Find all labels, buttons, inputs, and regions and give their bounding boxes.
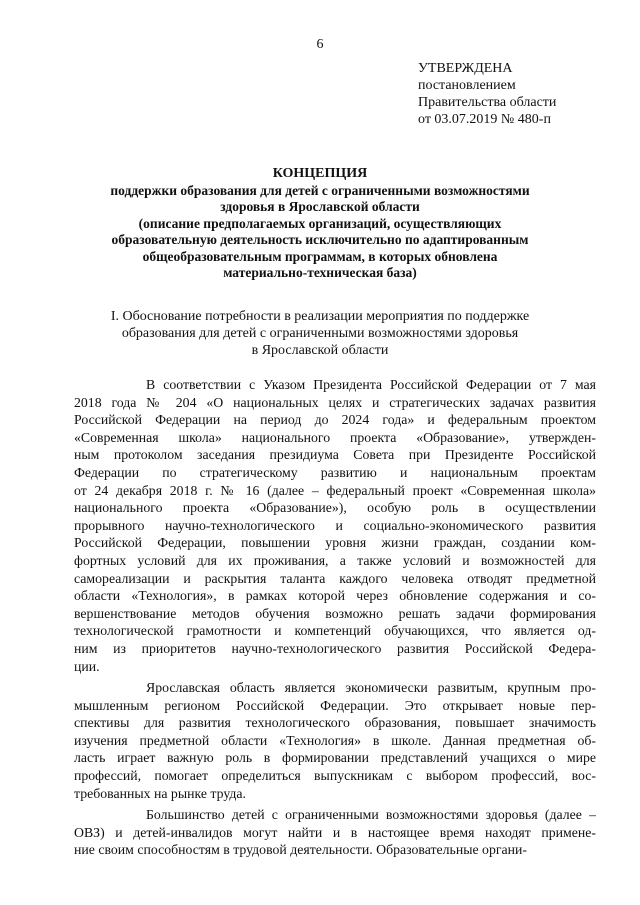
paragraph-line: технологической грамотности и компетенций обучающихся, что является од-	[74, 623, 596, 639]
paragraph-line: национального проекта «Образование»), особую роль в осуществлении	[74, 500, 596, 516]
approval-line: УТВЕРЖДЕНА	[418, 61, 513, 76]
paragraph-line: ОВЗ) и детей-инвалидов могут найти и в настоящее время находят примене-	[74, 824, 596, 840]
concept-subtitle-line: общеобразовательным программам, в которых обновлена	[142, 248, 498, 264]
concept-subtitle-line: (описание предполагаемых организаций, осуществляющих	[138, 215, 502, 231]
body-paragraph	[74, 376, 596, 675]
section-heading-line: в Ярославской области	[251, 343, 389, 358]
approval-line: Правительства области	[418, 95, 557, 110]
paragraph-line: ции.	[74, 658, 100, 674]
paragraph-line: требованных на рынке труда.	[74, 785, 246, 801]
paragraph-line: спективы для развития технологического образования, повышает значимость	[74, 715, 596, 731]
concept-subtitle-line: здоровья в Ярославской области	[220, 199, 420, 214]
concept-title: КОНЦЕПЦИЯ	[272, 166, 368, 181]
paragraph-line: Ярославская область является экономически развитым, крупным про-	[146, 680, 596, 696]
approval-line: постановлением	[418, 78, 516, 93]
approval-stamp	[418, 60, 628, 128]
paragraph-line: «Современная школа» национального проекта «Образование», утвержден-	[74, 429, 596, 445]
approval-line: от 03.07.2019 № 480-п	[418, 112, 551, 127]
body-paragraph	[74, 679, 596, 802]
paragraph-line: мышленным регионом Российской Федерации. Это открывает новые пер-	[74, 697, 596, 713]
paragraph-line: ним из приоритетов научно-технологического развития Российской Федера-	[74, 640, 596, 656]
concept-subtitle-line: поддержки образования для детей с ограниченными возможностями	[110, 182, 530, 198]
paragraph-line: самореализации и раскрытия таланта каждого человека отводят предметной	[74, 570, 596, 586]
paragraph-line: от 24 декабря 2018 г. № 16 (далее – федеральный проект «Современная школа»	[74, 482, 596, 498]
paragraph-line: Федерации по стратегическому развитию и национальным проектам	[74, 464, 596, 480]
paragraph-line: 2018 года № 204 «О национальных целях и стратегических задачах развития	[74, 394, 596, 410]
paragraph-line: Российской Федерации, повышении уровня жизни граждан, создании ком-	[74, 535, 596, 551]
paragraph-line: ласть играет важную роль в формировании представлений учащихся о мире	[74, 750, 596, 766]
concept-subtitle-line: материально-техническая база)	[223, 265, 417, 280]
body-paragraph	[74, 806, 596, 859]
concept-subtitle-line: образовательную деятельность исключительно по адаптированным	[111, 232, 529, 247]
paragraph-line: Российской Федерации на период до 2024 года» и федеральным проектом	[74, 412, 596, 428]
section-heading-line: I. Обоснование потребности в реализации мероприятия по поддержке	[110, 309, 530, 324]
paragraph-line: изучения предметной области «Технология» в школе. Данная предметная об-	[74, 732, 596, 748]
paragraph-line: профессий, помогает определиться выпускникам с выбором профессий, вос-	[74, 768, 596, 784]
concept-heading	[60, 166, 580, 282]
paragraph-line: ным протоколом заседания президиума Совета при Президенте Российской	[74, 447, 596, 463]
paragraph-line: В соответствии с Указом Президента Российской Федерации от 7 мая	[146, 377, 596, 392]
section-heading-line: образования для детей с ограниченными возможностями здоровья	[121, 326, 519, 341]
paragraph-line: вершенствование методов обучения возможно решать задачи формирования	[74, 605, 596, 621]
paragraph-line: прорывного научно-технологического и социально-экономического развития	[74, 517, 596, 533]
paragraph-line: ние своим способностям в трудовой деятельности. Образовательные органи-	[74, 842, 527, 858]
body-text	[74, 376, 596, 863]
paragraph-line: области «Технология», в рамках которой через обновление содержания и со-	[74, 588, 596, 604]
paragraph-line: Большинство детей с ограниченными возможностями здоровья (далее –	[146, 807, 596, 823]
paragraph-line: фортных условий для их проживания, а также условий и возможностей для	[74, 552, 596, 568]
page-number: 6	[316, 37, 324, 52]
section-heading	[60, 308, 580, 359]
